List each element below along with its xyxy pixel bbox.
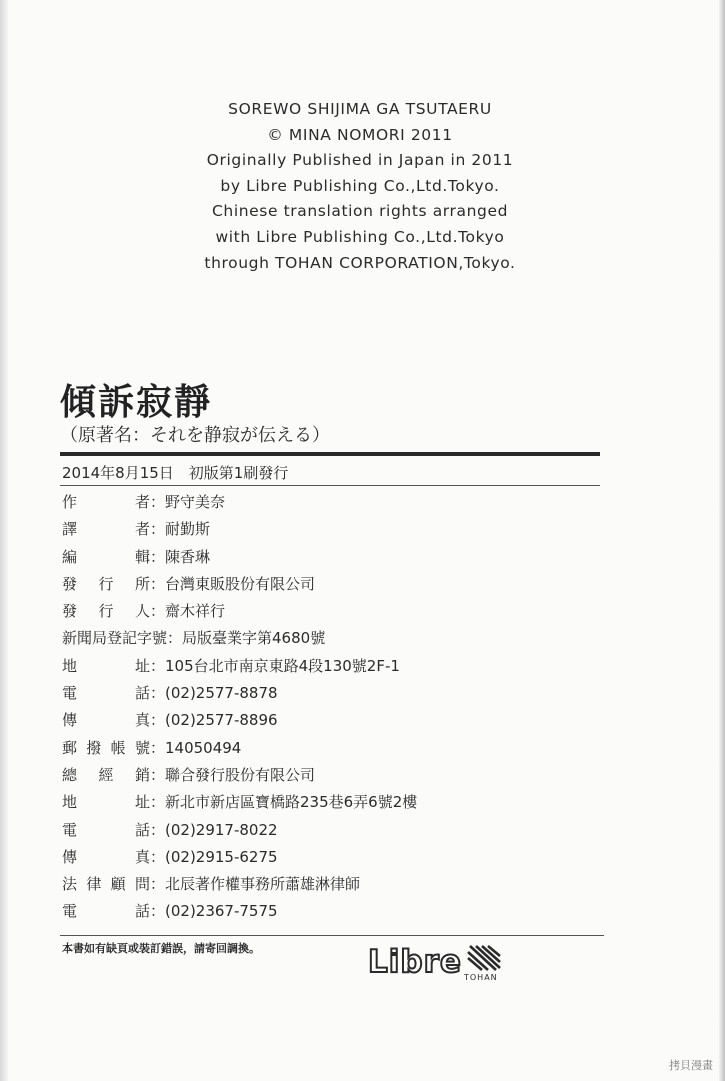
info-value: ：野守美奈 <box>150 493 226 511</box>
logo-subtext: TOHAN <box>464 973 498 982</box>
info-label: 電 話 <box>62 902 150 921</box>
info-value: ：(02)2577-8878 <box>150 684 278 703</box>
info-row <box>62 789 602 816</box>
info-row <box>62 735 602 762</box>
info-value: ：(02)2577-8896 <box>150 711 278 730</box>
info-value: ：耐勤斯 <box>150 520 211 539</box>
info-label: 郵撥帳號 <box>62 738 150 757</box>
info-value: ：聯合發行股份有限公司 <box>150 765 316 784</box>
logo-text: Libre <box>368 944 462 980</box>
info-value: ：14050494 <box>150 738 242 757</box>
info-value: ：(02)2917-8022 <box>150 820 278 839</box>
info-row <box>62 707 602 734</box>
info-row <box>62 516 602 543</box>
info-row <box>62 544 602 571</box>
replacement-notice: 本書如有缺頁或裝訂錯誤，請寄回調換。 <box>62 942 260 955</box>
book-title: 傾訴寂靜 <box>60 381 213 423</box>
info-label: 電 話 <box>62 684 150 703</box>
info-label: 編 輯 <box>62 547 150 566</box>
edition-date: 2014年8月15日 初版第1刷發行 <box>62 464 289 482</box>
info-row <box>62 653 602 680</box>
info-value: ：台灣東販股份有限公司 <box>150 574 316 593</box>
copyright-block <box>150 97 570 276</box>
info-value: ：105台北市南京東路4段130號2F-1 <box>150 656 400 675</box>
info-row <box>62 871 602 898</box>
page-edge-shadow <box>0 0 8 1081</box>
info-row <box>62 844 602 871</box>
info-row <box>62 571 602 598</box>
info-value: ：陳香琳 <box>150 547 211 566</box>
info-label: 發 行 人 <box>62 602 150 621</box>
copyright-line: SOREWO SHIJIMA GA TSUTAERU <box>228 100 492 118</box>
divider-bottom <box>60 935 604 936</box>
info-row <box>62 817 602 844</box>
site-watermark: 拷貝漫畫 <box>669 1059 713 1072</box>
publisher-logo <box>368 940 518 986</box>
info-row <box>62 489 602 516</box>
info-row <box>62 680 602 707</box>
info-label: 地 址 <box>62 656 150 675</box>
page-edge-shadow-right <box>719 0 725 1081</box>
publication-info <box>62 489 602 926</box>
info-row <box>62 625 602 652</box>
info-label: 發 行 所 <box>62 574 150 593</box>
info-label: 新聞局登記字號 <box>62 629 168 648</box>
info-label: 電 話 <box>62 820 150 839</box>
stripes-logo-icon <box>466 944 502 972</box>
info-label: 譯 者 <box>62 520 150 539</box>
info-value: ：新北市新店區寶橋路235巷6弄6號2樓 <box>150 793 418 812</box>
copyright-line: Originally Published in Japan in 2011 <box>206 151 514 170</box>
copyright-line: through TOHAN CORPORATION,Tokyo. <box>204 253 516 272</box>
copyright-line: with Libre Publishing Co.,Ltd.Tokyo <box>215 227 505 246</box>
copyright-line: © MINA NOMORI 2011 <box>267 125 453 144</box>
info-label: 總 經 銷 <box>62 765 150 784</box>
info-value: ：(02)2915-6275 <box>150 847 278 866</box>
info-label: 法律顧問 <box>62 875 150 894</box>
divider-thick <box>60 452 600 456</box>
copyright-line: Chinese translation rights arranged <box>211 202 509 221</box>
info-value: ：(02)2367-7575 <box>150 902 278 921</box>
divider-thin <box>60 485 600 486</box>
info-label: 地 址 <box>62 793 150 812</box>
original-title: （原著名：それを静寂が伝える） <box>60 425 330 446</box>
info-row <box>62 898 602 925</box>
info-value: ：齋木祥行 <box>150 602 226 621</box>
info-label: 作 者 <box>62 493 150 511</box>
copyright-line: by Libre Publishing Co.,Ltd.Tokyo. <box>220 176 500 195</box>
info-label: 傳 真 <box>62 847 150 866</box>
info-row <box>62 762 602 789</box>
info-value: ：局版臺業字第4680號 <box>167 629 326 648</box>
info-value: ：北辰著作權事務所蕭雄淋律師 <box>150 875 361 894</box>
info-row <box>62 598 602 625</box>
info-label: 傳 真 <box>62 711 150 730</box>
